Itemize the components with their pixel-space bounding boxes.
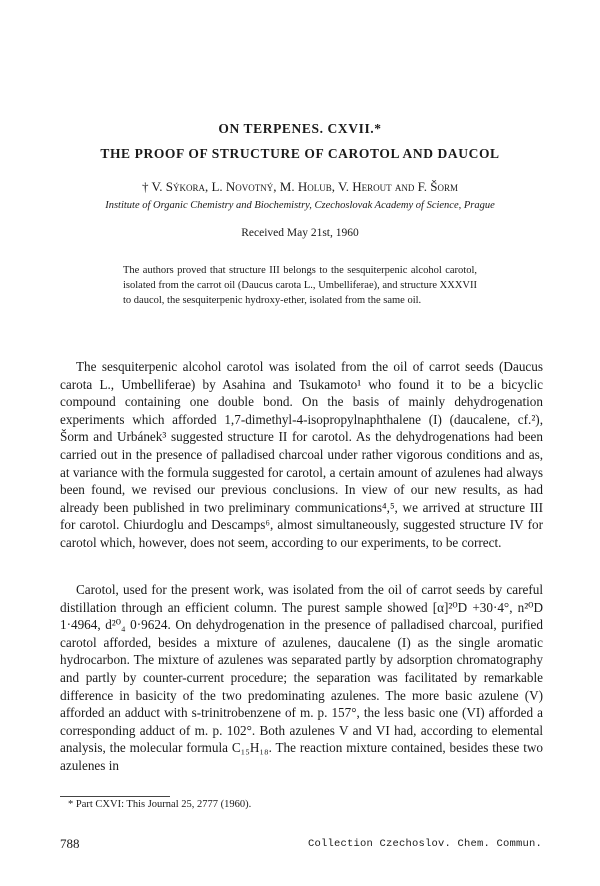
article-title: THE PROOF OF STRUCTURE OF CAROTOL AND DAUCOL	[100, 146, 500, 161]
received-date: Received May 21st, 1960	[241, 227, 359, 239]
article-title-series: ON TERPENES. CXVII.*	[218, 121, 382, 136]
footnote: * Part CXVI: This Journal 25, 2777 (1960).	[68, 799, 252, 810]
page-number: 788	[60, 836, 80, 851]
affiliation: Institute of Organic Chemistry and Biochemistry, Czechoslovak Academy of Science, Prague	[105, 200, 495, 211]
body-paragraph: The sesquiterpenic alcohol carotol was isolated from the oil of carrot seeds (Daucus carota L., Umbelliferae) by Asahina and Tsukamoto¹ who found it to be a bicyclic compound containing one double bond. On the basis of mainly dehydrogenation experiments which afforded 1,7-dimethyl-4-isopropylnaphthalene (I) (daucalene, cf.²), Šorm and Urbánek³ suggested structure II for carotol. As the dehydrogenations had been carried out in the presence of palladised charcoal under rather vigorous conditions and as, at variance with the formula suggested for carotol, a certain amount of azulenes had always been found, we revised our previous conclusions. In view of our new results, as had already been published in two preliminary communications⁴,⁵, we arrived at structure III for carotol. Chiurdoglu and Descamps⁶, almost simultaneously, suggested structure IV for carotol which, however, does not seem, according to our experiments, to be correct.	[60, 359, 543, 550]
author-list: † V. Sýkora, L. Novotný, M. Holub, V. Herout and F. Šorm	[141, 179, 458, 194]
journal-name: Collection Czechoslov. Chem. Commun.	[307, 838, 542, 850]
footnote-divider	[60, 796, 170, 797]
body-paragraph: Carotol, used for the present work, was isolated from the oil of carrot seeds by careful distillation through an efficient column. The purest sample showed [α]²⁰D +30·4°, n²⁰D 1·4964, d²⁰₄ 0·9624. On dehydrogenation in the presence of palladised charcoal, purified carotol afforded, besides a mixture of azulenes, daucalene (I) as the single aromatic hydrocarbon. The mixture of azulenes was separated partly by adsorption chromatography and partly by counter-current procedure; the separation was facilitated by remarkable difference in basicity of the two predominating azulenes. The more basic azulene (V) afforded an adduct with s-trinitrobenzene of m. p. 157°, the less basic one (VI) afforded a corresponding adduct of m. p. 102°. Both azulenes V and VI had, according to elemental analysis, the molecular formula C₁₅H₁₈. The reaction mixture contained, besides these two azulenes in	[60, 582, 543, 773]
abstract: The authors proved that structure III belongs to the sesquiterpenic alcohol carotol, isolated from the carrot oil (Daucus carota L., Umbelliferae), and structure XXXVII to daucol, the sesquiterpenic hydroxy-ether, isolated from the same oil.	[123, 265, 477, 306]
